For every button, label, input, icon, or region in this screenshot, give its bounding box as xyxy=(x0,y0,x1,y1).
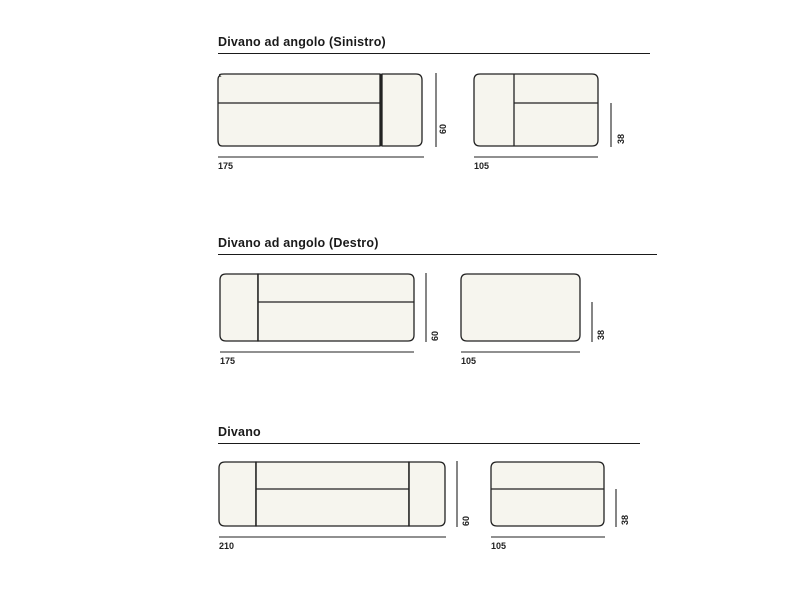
dimension-height-label: 38 xyxy=(620,514,630,525)
dimension-width-label: 105 xyxy=(491,541,507,551)
dimension-height-label: 38 xyxy=(616,133,626,144)
right-corner-side-view xyxy=(461,274,580,341)
dimension-height-label: 38 xyxy=(596,329,606,340)
dimension-height-label: 60 xyxy=(430,330,440,341)
dimension-width-label: 210 xyxy=(219,541,235,551)
section-title-right-corner: Divano ad angolo (Destro) xyxy=(218,236,379,250)
dimension-width-label: 175 xyxy=(218,161,234,171)
left-corner-front-view xyxy=(218,74,422,146)
right-corner-front-view xyxy=(220,274,414,341)
dimension-width-label: 105 xyxy=(474,161,490,171)
sofa-side-view xyxy=(491,462,604,526)
section-title-sofa: Divano xyxy=(218,425,261,439)
dimension-width-label: 105 xyxy=(461,356,477,366)
section-title-left-corner: Divano ad angolo (Sinistro) xyxy=(218,35,386,49)
dimension-height-label: 60 xyxy=(461,515,471,526)
sofa-front-view xyxy=(219,462,445,526)
dimension-width-label: 175 xyxy=(220,356,236,366)
left-corner-side-view xyxy=(474,74,598,146)
dimension-height-label: 60 xyxy=(438,123,448,134)
